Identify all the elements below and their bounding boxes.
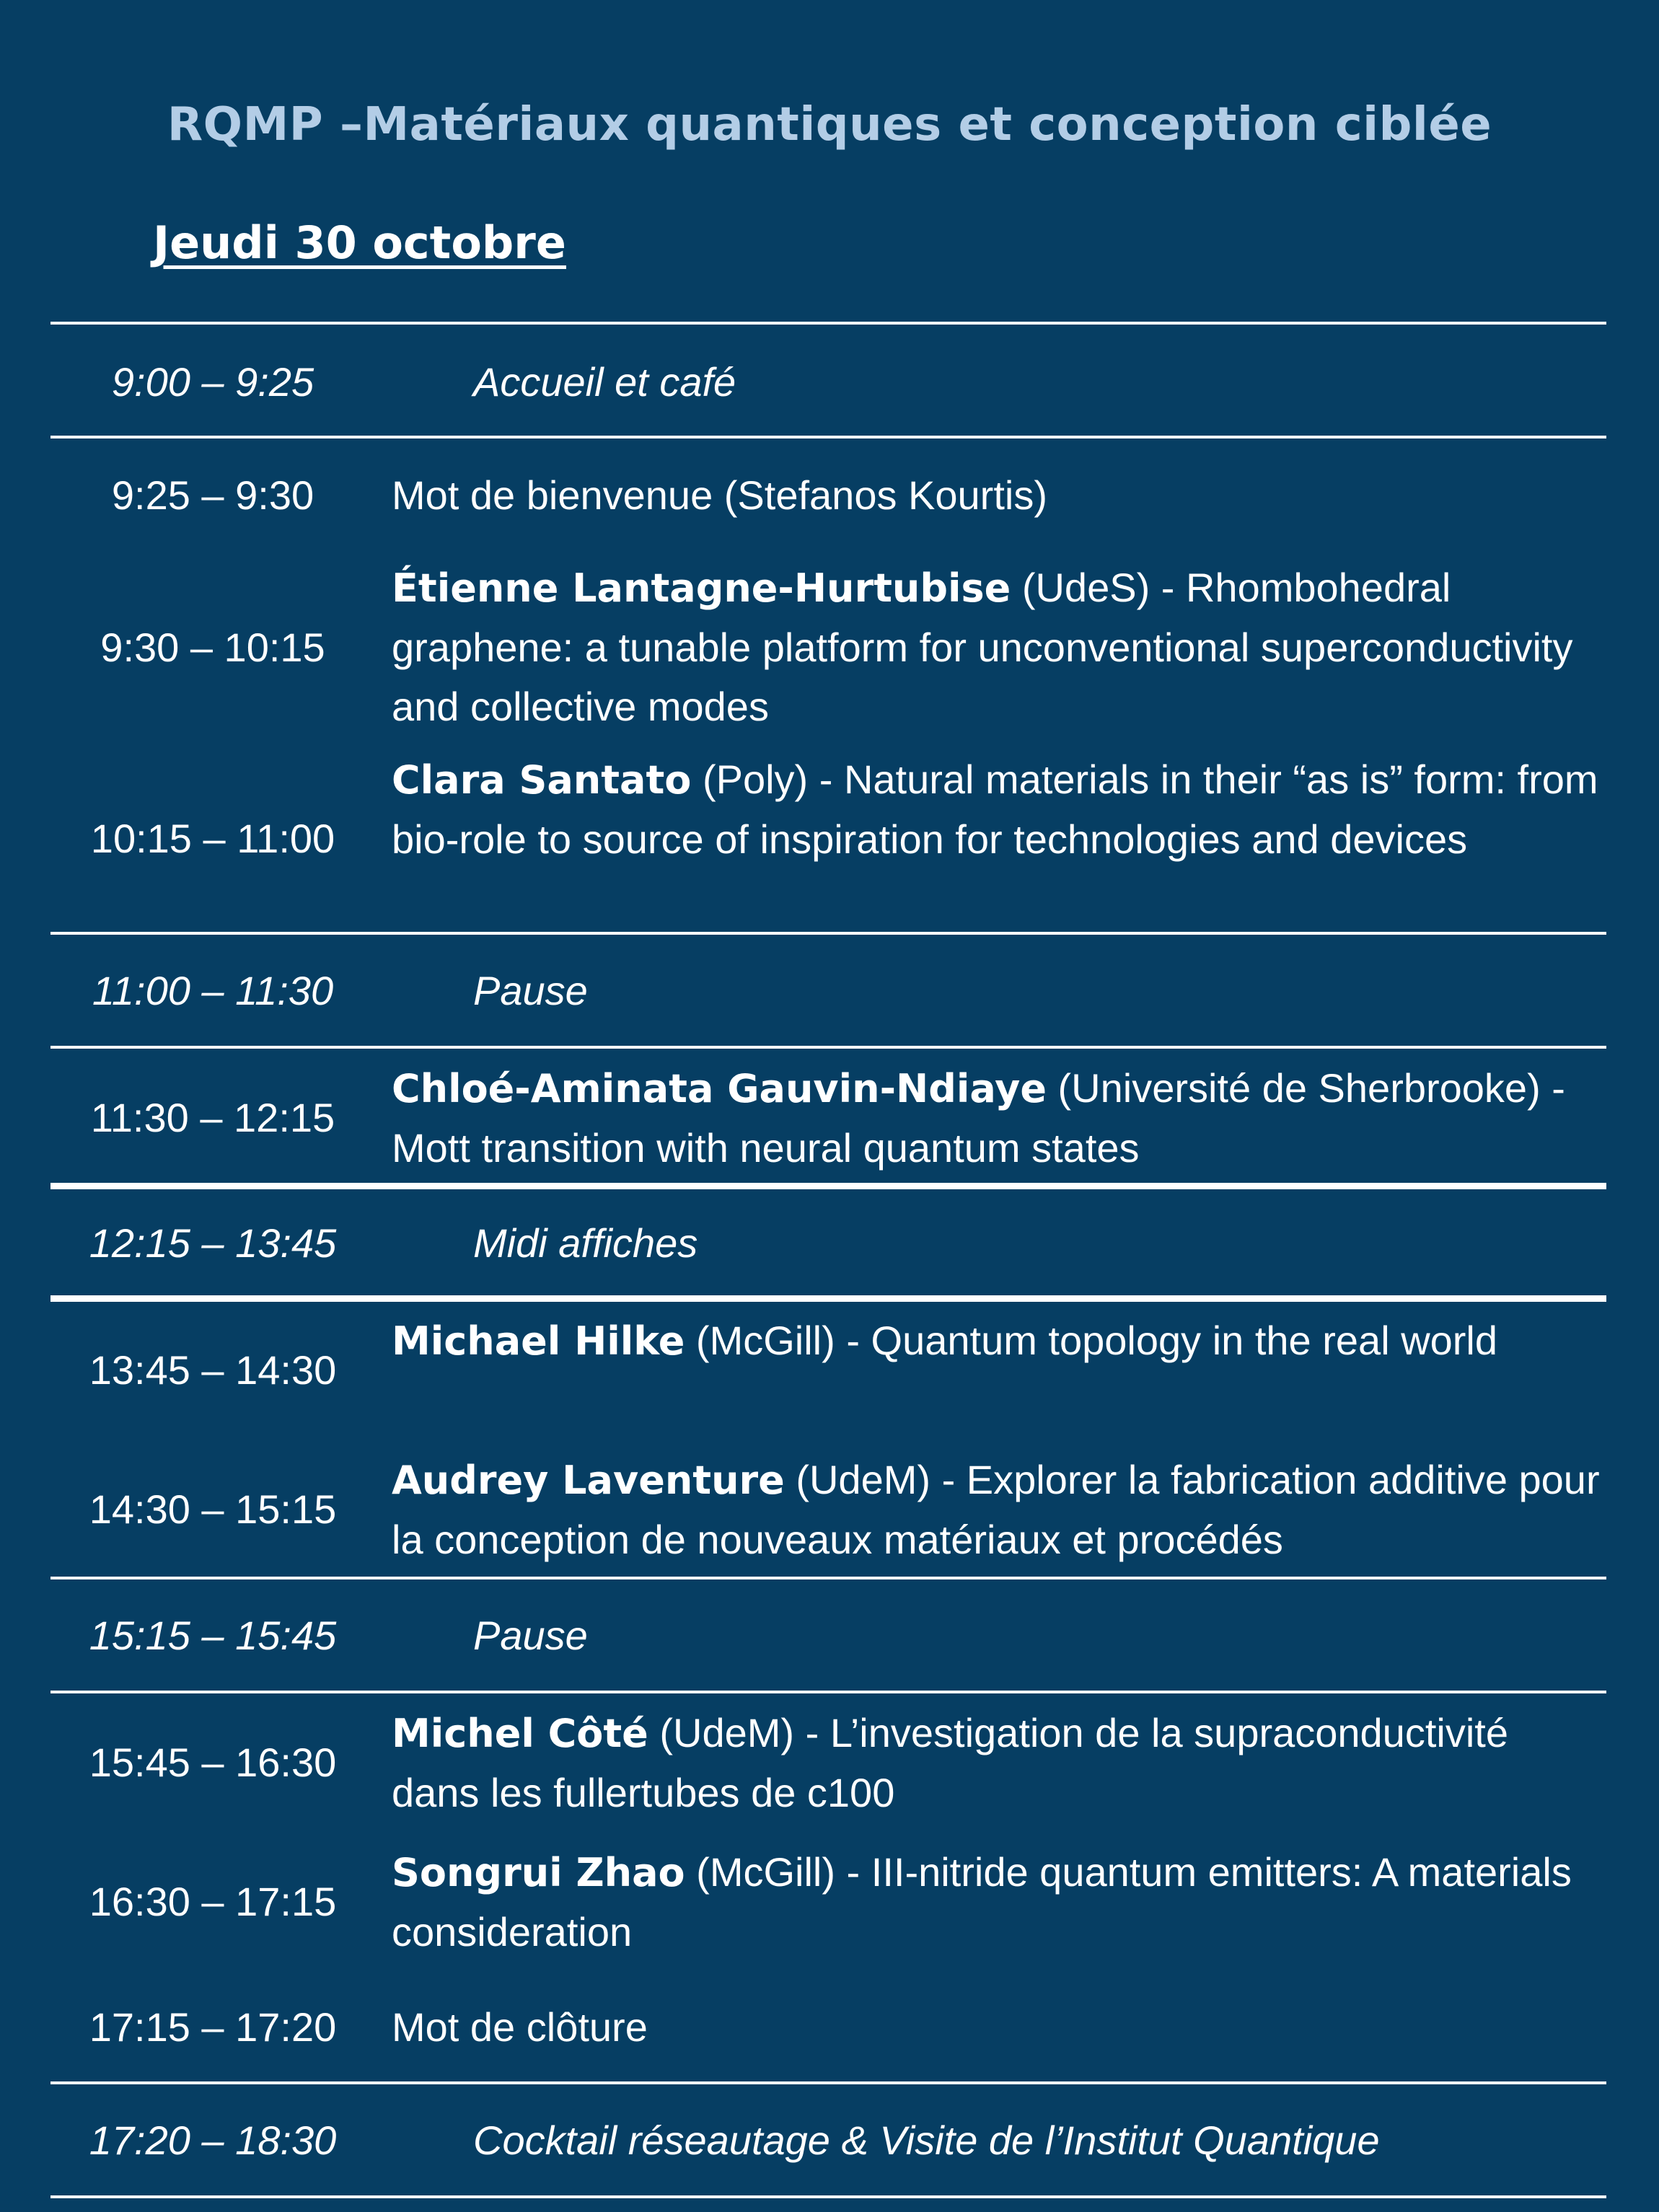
schedule-item	[392, 1059, 1603, 1178]
talk-details: (Université de Sherbrooke) - Mott transition with neural quantum states	[392, 1065, 1565, 1171]
schedule-item	[392, 558, 1603, 736]
schedule-time: 15:45 – 16:30	[89, 1740, 337, 1785]
schedule-break-label: Pause	[473, 968, 588, 1013]
schedule-item: Mot de bienvenue (Stefanos Kourtis)	[392, 472, 1047, 518]
schedule-item	[392, 1311, 1603, 1371]
schedule-time: 9:30 – 10:15	[100, 625, 325, 670]
speaker-name: Étienne Lantagne-Hurtubise	[392, 565, 1011, 611]
divider	[50, 1046, 1606, 1049]
schedule-time: 12:15 – 13:45	[89, 1220, 337, 1266]
divider	[50, 932, 1606, 935]
speaker-name: Songrui Zhao	[392, 1850, 685, 1895]
schedule-item: Mot de clôture	[392, 2004, 648, 2050]
speaker-name: Clara Santato	[392, 757, 692, 803]
schedule-time: 11:30 – 12:15	[90, 1095, 335, 1140]
schedule-time: 14:30 – 15:15	[89, 1486, 337, 1532]
schedule-time: 9:00 – 9:25	[111, 359, 314, 405]
schedule-item	[392, 1843, 1603, 1962]
talk-details: (UdeM) - Explorer la fabrication additive pour la conception de nouveaux matériaux et procédés	[392, 1457, 1600, 1562]
divider	[50, 2081, 1606, 2084]
talk-details: (UdeM) - L’investigation de la supraconductivité dans les fullertubes de c100	[392, 1710, 1508, 1815]
schedule-time: 16:30 – 17:15	[89, 1879, 337, 1924]
divider	[50, 436, 1606, 439]
speaker-name: Michael Hilke	[392, 1318, 685, 1364]
schedule-time: 11:00 – 11:30	[92, 968, 334, 1013]
divider	[50, 2195, 1606, 2198]
talk-details: (McGill) - III-nitride quantum emitters: A materials consideration	[392, 1849, 1572, 1955]
schedule-item	[392, 750, 1603, 869]
talk-details: (UdeS) - Rhombohedral graphene: a tunable platform for unconventional superconductivity and collective modes	[392, 565, 1573, 729]
divider	[50, 322, 1606, 325]
schedule-break-label: Midi affiches	[473, 1220, 698, 1266]
speaker-name: Chloé-Aminata Gauvin-Ndiaye	[392, 1066, 1047, 1111]
day-heading: Jeudi 30 octobre	[153, 216, 566, 269]
schedule-break-label: Pause	[473, 1613, 588, 1658]
schedule-break-label: Cocktail réseautage & Visite de l’Institut Quantique	[473, 2118, 1380, 2163]
schedule-item	[392, 1450, 1603, 1569]
speaker-name: Michel Côté	[392, 1711, 648, 1756]
schedule-time: 9:25 – 9:30	[111, 472, 314, 518]
schedule-item	[392, 1704, 1603, 1823]
divider	[50, 1691, 1606, 1693]
schedule-time: 17:20 – 18:30	[89, 2118, 337, 2163]
schedule-break-label: Accueil et café	[473, 359, 736, 405]
talk-details: (McGill) - Quantum topology in the real world	[685, 1318, 1498, 1363]
schedule-time: 15:15 – 15:45	[89, 1613, 337, 1658]
page-title: RQMP –Matériaux quantiques et conception ciblée	[167, 98, 1492, 151]
schedule-time: 10:15 – 11:00	[90, 816, 335, 861]
speaker-name: Audrey Laventure	[392, 1458, 785, 1503]
divider	[50, 1183, 1606, 1189]
talk-details: (Poly) - Natural materials in their “as is” form: from bio-role to source of inspiration for technologies and devices	[392, 757, 1598, 862]
divider	[50, 1577, 1606, 1579]
schedule-time: 13:45 – 14:30	[89, 1347, 337, 1393]
schedule-time: 17:15 – 17:20	[89, 2004, 337, 2050]
divider	[50, 1295, 1606, 1302]
